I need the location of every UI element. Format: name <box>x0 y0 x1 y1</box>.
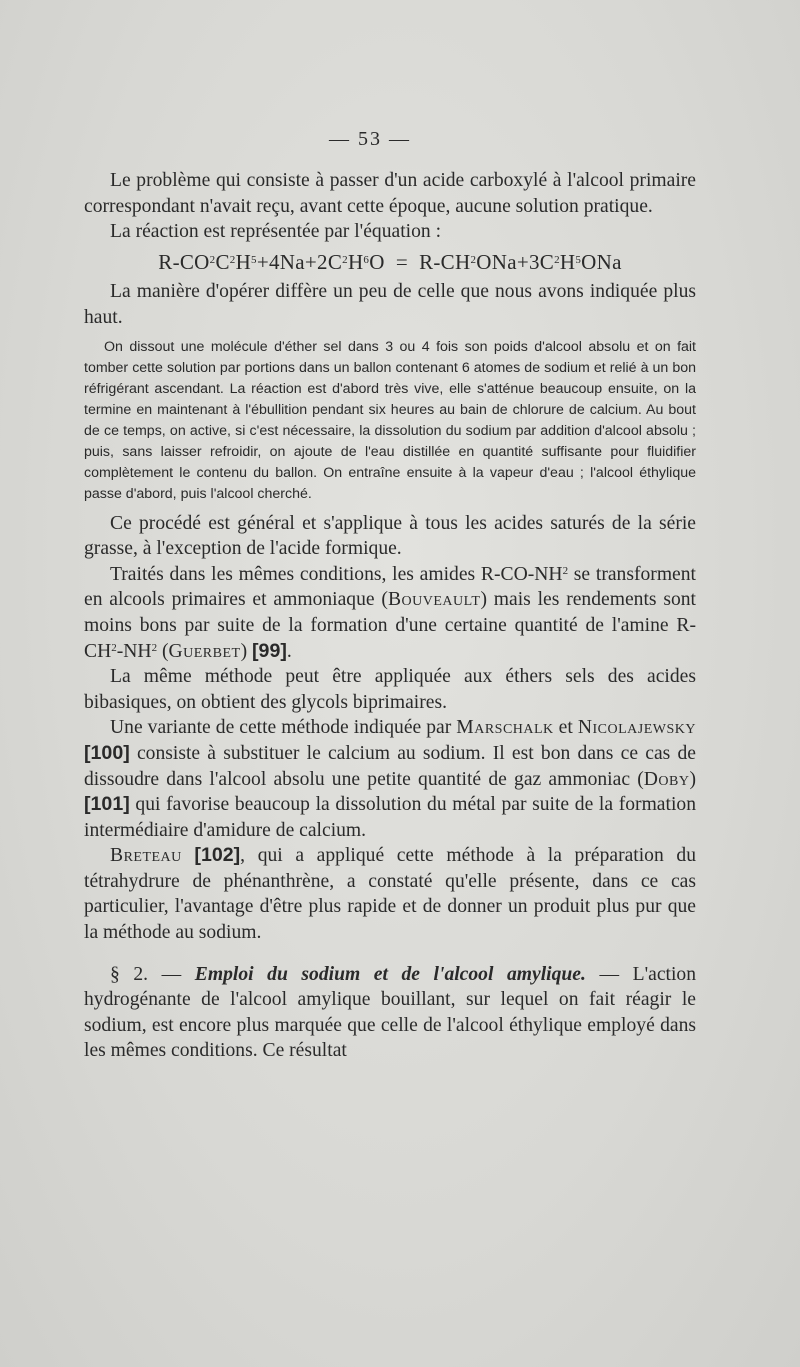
paragraph-calcium-variant: Une variante de cette méthode indiquée par Marschalk et Nicolajewsky [100] consiste à substituer le calcium au sodium. Il est bon dans ce cas de dissoudre dans l'alcool absolu une petite quantité de gaz ammoniac (Doby) [101] qui favorise beaucoup la dissolution du métal par suite de la formation intermédiaire d'amidure de calcium. <box>84 717 696 841</box>
section-2-paragraph: § 2. — Emploi du sodium et de l'alcool amylique. — L'action hydrogénante de l'alcool amylique bouillant, sur lequel on fait réagir le sodium, est encore plus marquée que celle de l'alcool éthylique employé dans les mêmes conditions. Ce résultat <box>84 963 697 1062</box>
reference-99: [99] <box>252 639 287 662</box>
author-bouveault: Bouveault <box>387 589 481 611</box>
paragraph-amides: Traités dans les mêmes conditions, les amides $R-CO-NH^2$ se transforment en alcools primaires et ammoniaque (Bouveault) mais les rendements sont moins bons par suite de la formation d'une certaine quantité de l'amine $R-CH^2-NH^2$ (Guerbet) [99]. <box>84 563 696 662</box>
author-breteau: Breteau <box>110 845 182 867</box>
author-nicolajewsky: Nicolajewsky <box>577 717 696 739</box>
paragraph-bibasic: La même méthode peut être appliquée aux éthers sels des acides bibasiques, on obtient des glycols biprimaires. <box>84 666 696 713</box>
section-title: Emploi du sodium et de l'alcool amylique. <box>194 963 586 985</box>
paragraph-general: Ce procédé est général et s'applique à tous les acides saturés de la série grasse, à l'exception de l'acide formique. <box>84 512 696 560</box>
paragraph-procedure-smallprint: On dissout une molécule d'éther sel dans 3 ou 4 fois son poids d'alcool absolu et on fait tomber cette solution par portions dans un ballon contenant 6 atomes de sodium et relié à un bon réfrigérant ascendant. La réaction est d'abord très vive, elle s'atténue beaucoup ensuite, on la termine en maintenant à l'ébullition pendant six heures au bain de chlorure de calcium. Au bout de ce temps, on active, si c'est nécessaire, la dissolution du sodium par addition d'alcool absolu ; puis, sans laisser refroidir, on ajoute de l'eau distillée en quantité suffisante pour fluidifier complètement le contenu du ballon. On entraîne ensuite à la vapeur d'eau ; l'alcool éthylique passe d'abord, puis l'alcool cherché. <box>84 338 696 502</box>
reference-100: [100] <box>84 741 130 764</box>
chemical-equation: $R-CO^2C^2H^5+4Na+2C^2H^6O = R-CH^2ONa+3C^2H^5ONa$ <box>158 249 622 274</box>
page-body <box>84 168 696 1064</box>
reference-101: [101] <box>84 793 130 816</box>
paragraph-breteau: Breteau [102], qui a appliqué cette méthode à la préparation du tétrahydrure de phénanthrène, a constaté qu'elle présente, dans ce cas particulier, l'avantage d'être plus rapide et de donner un produit plus pur que la méthode au sodium. <box>84 844 696 944</box>
section-number: § 2. — <box>110 963 195 985</box>
author-doby: Doby <box>643 768 690 790</box>
paragraph-intro: Le problème qui consiste à passer d'un acide carboxylé à l'alcool primaire correspondant n'avait reçu, avant cette époque, aucune solution pratique. <box>84 170 696 217</box>
reference-102: [102] <box>194 844 241 867</box>
author-marschalk: Marschalk <box>456 717 554 739</box>
author-guerbet: Guerbet <box>168 640 241 662</box>
page-number: — 53 — <box>329 128 411 150</box>
paragraph-method: La manière d'opérer diffère un peu de celle que nous avons indiquée plus haut. <box>84 281 696 328</box>
paragraph-equation-intro: La réaction est représentée par l'équation : <box>110 221 442 243</box>
